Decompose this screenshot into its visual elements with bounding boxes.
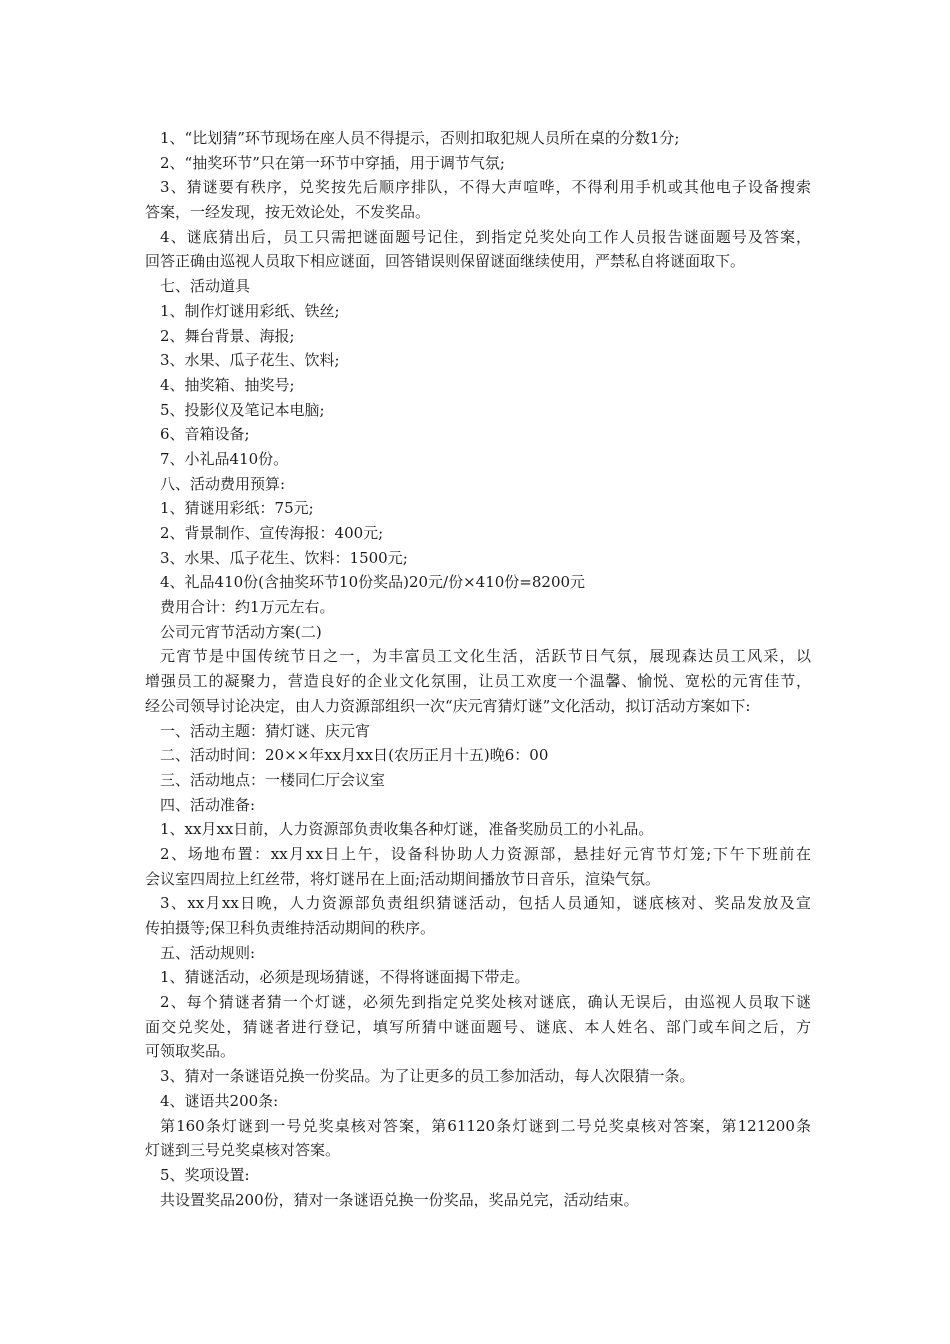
list-item: 5、奖项设置: [160, 1165, 250, 1184]
list-item: 7、小礼品410份。 [160, 449, 289, 468]
list-item: 2、每个猜谜者猜一个灯谜，必须先到指定兑奖处核对谜底，确认无误后，由巡视人员取下谜 [160, 993, 811, 1012]
paragraph-line: 会议室四周拉上红丝带，将灯谜吊在上面;活动期间播放节日音乐，渲染气氛。 [145, 869, 661, 888]
list-item: 1、猜谜用彩纸：75元; [160, 499, 314, 518]
list-item: 4、谜语共200条: [160, 1091, 279, 1110]
list-item: 6、音箱设备; [160, 425, 250, 444]
section-heading: 二、活动时间：20××年xx月xx日(农历正月十五)晚6：00 [160, 746, 549, 765]
list-item: 1、制作灯谜用彩纸、铁丝; [160, 301, 340, 320]
list-item: 3、水果、瓜子花生、饮料; [160, 351, 340, 370]
paragraph-line: 3、猜谜要有秩序，兑奖按先后顺序排队，不得大声喧哗，不得利用手机或其他电子设备搜索 [160, 178, 811, 197]
section-heading: 八、活动费用预算: [160, 474, 286, 493]
list-item: 2、舞台背景、海报; [160, 326, 295, 345]
list-item: 2、背景制作、宣传海报：400元; [160, 524, 384, 542]
list-item: 1、猜谜活动，必须是现场猜谜，不得将谜面揭下带走。 [160, 968, 530, 987]
section-heading: 五、活动规则: [160, 943, 256, 962]
paragraph-line: 可领取奖品。 [145, 1042, 236, 1061]
list-item: 3、猜对一条谜语兑换一份奖品。为了让更多的员工参加活动，每人次限猜一条。 [160, 1067, 695, 1086]
paragraph-line: 答案，一经发现，按无效论处，不发奖品。 [145, 203, 431, 222]
paragraph-line: 面交兑奖处，猜谜者进行登记，填写所猜中谜面题号、谜底、本人姓名、部门或车间之后，方 [145, 1017, 811, 1036]
list-item: 1、xx月xx日前，人力资源部负责收集各种灯谜，准备奖励员工的小礼品。 [160, 820, 654, 839]
list-item: 2、场地布置：xx月xx日上午，设备科协助人力资源部，悬挂好元宵节灯笼;下午下班前在 [160, 844, 811, 863]
list-item: 3、水果、瓜子花生、饮料：1500元; [160, 548, 408, 567]
paragraph-line: 4、谜底猜出后，员工只需把谜面题号记住，到指定兑奖处向工作人员报告谜面题号及答案， [160, 227, 811, 246]
list-item: 3、xx月xx日晚，人力资源部负责组织猜谜活动，包括人员通知，谜底核对、奖品发放及宣 [160, 894, 811, 913]
paragraph-line: 2、“抽奖环节”只在第一环节中穿插，用于调节气氛; [160, 153, 505, 172]
section-heading: 三、活动地点：一楼同仁厅会议室 [160, 770, 386, 789]
document-body [145, 126, 811, 1212]
paragraph-line: 费用合计：约1万元左右。 [160, 598, 335, 617]
paragraph-line: 元宵节是中国传统节日之一，为丰富员工文化生活，活跃节日气氛，展现森达员工风采，以 [160, 647, 811, 666]
list-item: 5、投影仪及笔记本电脑; [160, 400, 325, 419]
list-item: 4、抽奖箱、抽奖号; [160, 375, 295, 394]
section-heading: 四、活动准备: [160, 795, 256, 814]
section-heading: 一、活动主题：猜灯谜、庆元宵 [160, 721, 371, 740]
section-heading: 七、活动道具 [160, 277, 251, 296]
paragraph-line: 灯谜到三号兑奖桌核对答案。 [145, 1141, 341, 1160]
paragraph-line: 共设置奖品200份，猜对一条谜语兑换一份奖品，奖品兑完，活动结束。 [160, 1190, 639, 1209]
document-title: 公司元宵节活动方案(二) [160, 622, 322, 641]
paragraph-line: 回答正确由巡视人员取下相应谜面，回答错误则保留谜面继续使用，严禁私自将谜面取下。 [145, 252, 746, 271]
paragraph-line: 增强员工的凝聚力，营造良好的企业文化氛围，让员工欢度一个温馨、愉悦、宽松的元宵佳节， [145, 672, 811, 691]
paragraph-line: 1、“比划猜”环节现场在座人员不得提示，否则扣取犯规人员所在桌的分数1分; [160, 129, 680, 147]
list-item: 4、礼品410份(含抽奖环节10份奖品)20元/份×410份=8200元 [160, 573, 586, 592]
paragraph-line: 传拍摄等;保卫科负责维持活动期间的秩序。 [145, 919, 436, 937]
paragraph-line: 经公司领导讨论决定，由人力资源部组织一次“庆元宵猜灯谜”文化活动，拟订活动方案如下: [145, 696, 751, 715]
paragraph-line: 第160条灯谜到一号兑奖桌核对答案，第61120条灯谜到二号兑奖桌核对答案，第121200条 [160, 1116, 811, 1135]
